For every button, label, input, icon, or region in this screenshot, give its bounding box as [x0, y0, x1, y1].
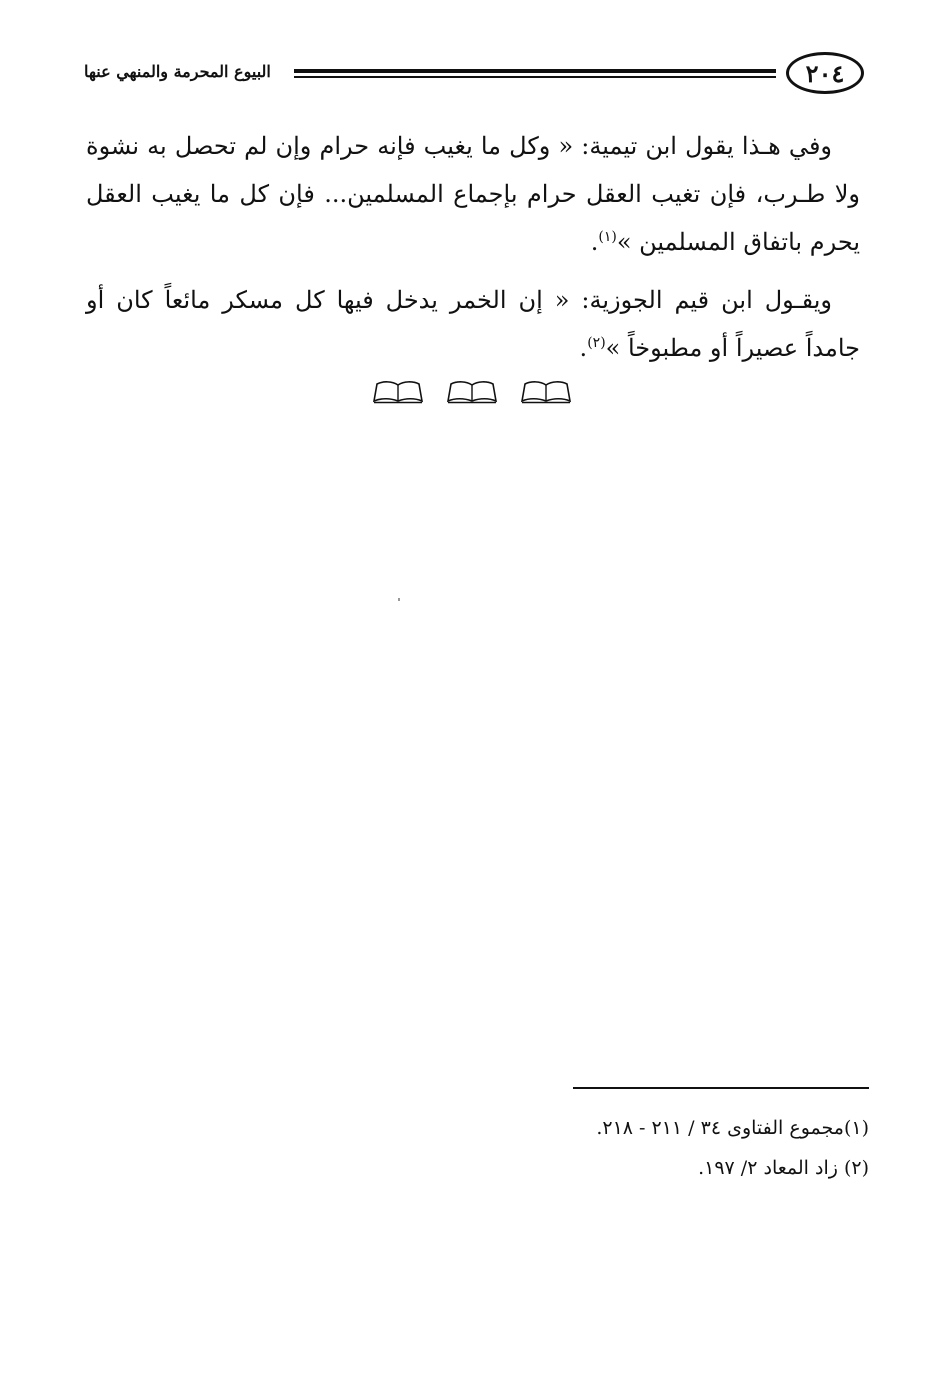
- paragraph-2-text: ويقـول ابن قيم الجوزية: « إن الخمر يدخل فيها كل مسكر مائعاً كان أو جامداً عصيراً أو مطبوخاً »: [86, 286, 860, 362]
- open-book-icon: [447, 380, 497, 404]
- scan-speck: [398, 598, 400, 601]
- paragraph-2-end: .: [579, 334, 588, 362]
- paragraph-1-end: .: [590, 228, 599, 256]
- header-rule-thin: [294, 76, 776, 78]
- footnote-ref-2: (٢): [587, 335, 606, 351]
- section-end-ornaments: [0, 380, 943, 404]
- footnote-separator: [573, 1087, 869, 1089]
- open-book-icon: [521, 380, 571, 404]
- header-rule-thick: [294, 69, 776, 73]
- paragraph-ibn-qayyim: [86, 276, 860, 372]
- footnote-ref-1: (١): [598, 229, 617, 245]
- running-title: البيوع المحرمة والمنهي عنها: [84, 62, 271, 81]
- paragraph-ibn-taymiyyah: [86, 122, 860, 266]
- header-rule: [294, 67, 776, 79]
- footnote-1: (١)مجموع الفتاوى ٣٤ / ٢١١ - ٢١٨.: [596, 1117, 869, 1139]
- footnotes: [369, 1108, 869, 1188]
- page-header: [84, 52, 864, 100]
- footnote-2: (٢) زاد المعاد ٢/ ١٩٧.: [698, 1157, 869, 1179]
- main-text: [86, 122, 860, 382]
- paragraph-1-text: وفي هـذا يقول ابن تيمية: « وكل ما يغيب فإنه حرام وإن لم تحصل به نشوة ولا طـرب، فإن تغيب العقل حرام بإجماع المسلمين... فإن كل ما يغيب العقل يحرم باتفاق المسلمين »: [86, 132, 860, 256]
- page-number: ٢٠٤: [786, 52, 864, 94]
- open-book-icon: [373, 380, 423, 404]
